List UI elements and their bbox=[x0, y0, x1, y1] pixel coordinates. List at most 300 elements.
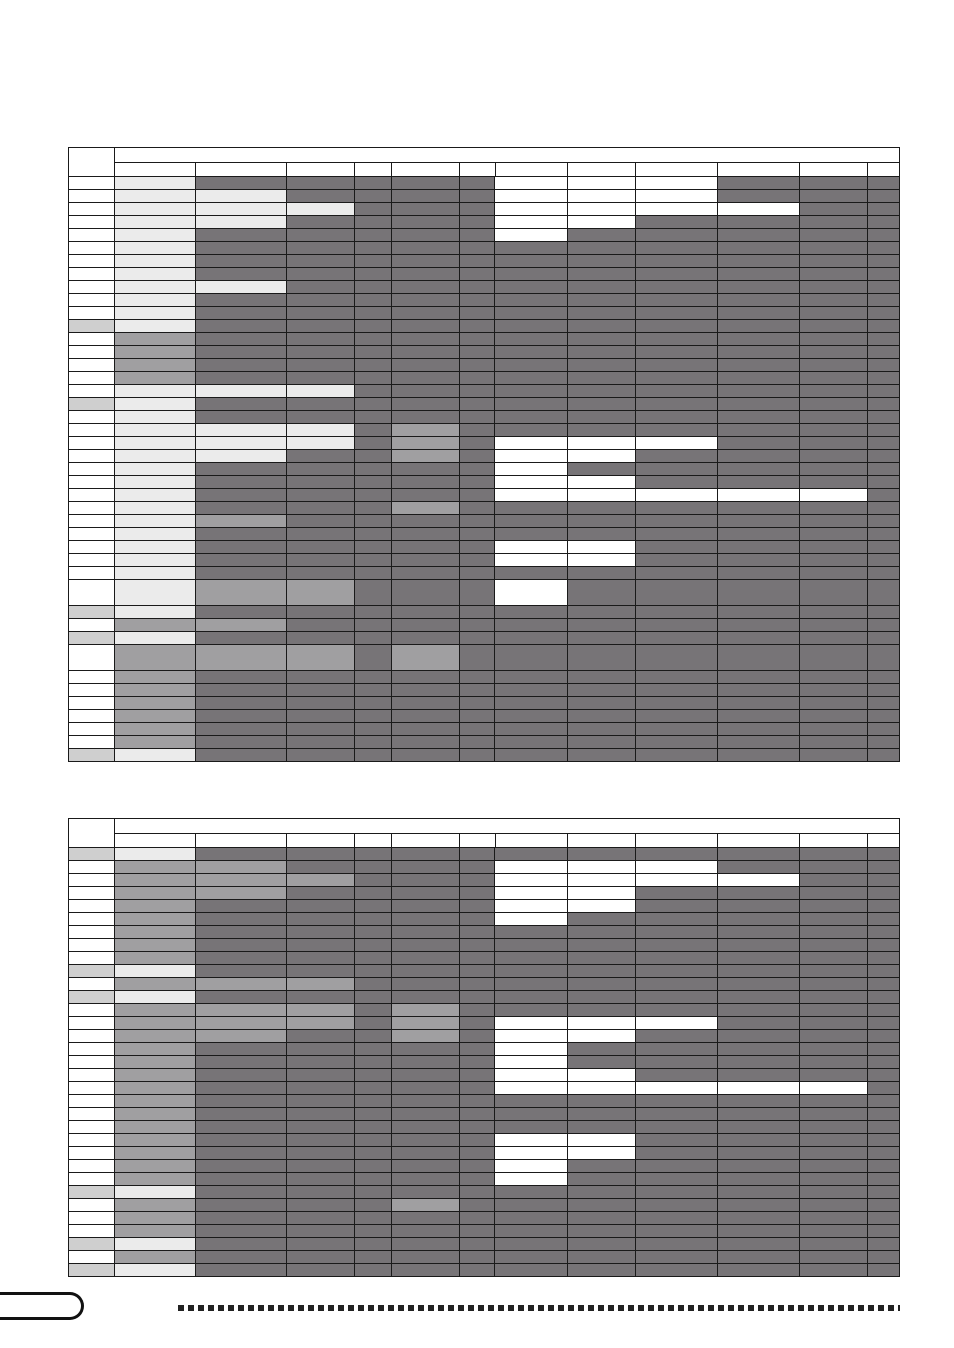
table-cell bbox=[718, 567, 800, 579]
table-cell bbox=[69, 848, 115, 860]
table-cell bbox=[392, 554, 460, 566]
table-cell bbox=[355, 294, 392, 306]
table-cell bbox=[495, 1134, 568, 1146]
table-cell bbox=[115, 528, 196, 540]
table-cell bbox=[392, 1030, 460, 1042]
table-cell bbox=[495, 1069, 568, 1081]
table-cell bbox=[355, 1186, 392, 1198]
table-cell bbox=[115, 1264, 196, 1276]
table-cell bbox=[460, 1264, 496, 1276]
table-cell bbox=[800, 229, 868, 241]
table-cell bbox=[69, 874, 115, 886]
table-cell bbox=[355, 216, 392, 228]
table-cell bbox=[800, 1030, 868, 1042]
table-cell bbox=[69, 749, 115, 761]
table-cell bbox=[355, 861, 392, 873]
table-cell bbox=[568, 1199, 636, 1211]
table-cell bbox=[115, 489, 196, 501]
table-cell bbox=[69, 723, 115, 735]
table-cell bbox=[868, 346, 899, 358]
table-cell bbox=[115, 697, 196, 709]
table-cell bbox=[868, 1069, 899, 1081]
table-cell bbox=[392, 385, 460, 397]
table-cell bbox=[460, 398, 496, 410]
table-cell bbox=[495, 177, 568, 189]
table-cell bbox=[568, 1173, 636, 1185]
table-cell bbox=[636, 515, 718, 527]
table-cell bbox=[115, 216, 196, 228]
table-cell bbox=[115, 1108, 196, 1120]
table-cell bbox=[636, 502, 718, 514]
table-cell bbox=[868, 372, 899, 384]
table-cell bbox=[495, 203, 568, 215]
table-cell bbox=[800, 1186, 868, 1198]
table-cell bbox=[636, 294, 718, 306]
header-span bbox=[115, 148, 899, 162]
table-cell bbox=[568, 1056, 636, 1068]
table-row bbox=[69, 886, 899, 899]
table-cell bbox=[568, 1043, 636, 1055]
table-cell bbox=[355, 1212, 392, 1224]
table-row bbox=[69, 1081, 899, 1094]
table-cell bbox=[69, 242, 115, 254]
table-cell bbox=[69, 385, 115, 397]
table-row bbox=[69, 618, 899, 631]
table-cell bbox=[868, 671, 899, 683]
table-cell bbox=[568, 939, 636, 951]
table-cell bbox=[355, 978, 392, 990]
table-cell bbox=[115, 978, 196, 990]
table-cell bbox=[392, 606, 460, 618]
table-cell bbox=[287, 307, 355, 319]
table-cell bbox=[69, 645, 115, 670]
table-cell bbox=[196, 502, 287, 514]
table-cell bbox=[460, 1056, 496, 1068]
table-cell bbox=[460, 697, 496, 709]
table-cell bbox=[568, 913, 636, 925]
table-row bbox=[69, 553, 899, 566]
table-row bbox=[69, 1159, 899, 1172]
table-cell bbox=[196, 965, 287, 977]
table-cell bbox=[287, 887, 355, 899]
table-cell bbox=[800, 177, 868, 189]
table-cell bbox=[196, 861, 287, 873]
table-cell bbox=[568, 385, 636, 397]
table-cell bbox=[287, 541, 355, 553]
header-cell bbox=[460, 163, 496, 176]
table-cell bbox=[287, 1043, 355, 1055]
table-cell bbox=[355, 723, 392, 735]
table-cell bbox=[460, 294, 496, 306]
table-cell bbox=[636, 1238, 718, 1250]
table-cell bbox=[800, 515, 868, 527]
table-cell bbox=[355, 887, 392, 899]
table-cell bbox=[115, 1173, 196, 1185]
table-cell bbox=[460, 281, 496, 293]
table-cell bbox=[460, 450, 496, 462]
table-cell bbox=[460, 502, 496, 514]
table-cell bbox=[568, 736, 636, 748]
table-cell bbox=[355, 307, 392, 319]
table-cell bbox=[718, 1134, 800, 1146]
table-cell bbox=[495, 320, 568, 332]
table-cell bbox=[392, 372, 460, 384]
table-cell bbox=[287, 203, 355, 215]
table-cell bbox=[800, 463, 868, 475]
table-row bbox=[69, 1068, 899, 1081]
table-cell bbox=[868, 939, 899, 951]
table-cell bbox=[718, 502, 800, 514]
table-cell bbox=[355, 991, 392, 1003]
table-cell bbox=[392, 489, 460, 501]
table-cell bbox=[800, 424, 868, 436]
table-cell bbox=[115, 671, 196, 683]
table-cell bbox=[868, 1004, 899, 1016]
table-cell bbox=[495, 684, 568, 696]
table-cell bbox=[69, 567, 115, 579]
table-cell bbox=[355, 437, 392, 449]
table-cell bbox=[868, 359, 899, 371]
table-row bbox=[69, 1146, 899, 1159]
table-cell bbox=[69, 671, 115, 683]
table-cell bbox=[868, 874, 899, 886]
table-cell bbox=[69, 320, 115, 332]
table-cell bbox=[460, 723, 496, 735]
table-row bbox=[69, 475, 899, 488]
table-row bbox=[69, 1237, 899, 1250]
table-cell bbox=[636, 736, 718, 748]
table-cell bbox=[800, 1147, 868, 1159]
table-row bbox=[69, 938, 899, 951]
table-cell bbox=[196, 359, 287, 371]
table-cell bbox=[392, 1212, 460, 1224]
table-cell bbox=[568, 437, 636, 449]
table-cell bbox=[636, 952, 718, 964]
table-cell bbox=[287, 1225, 355, 1237]
table-cell bbox=[868, 437, 899, 449]
table-cell bbox=[355, 1017, 392, 1029]
table-cell bbox=[196, 476, 287, 488]
table-cell bbox=[355, 848, 392, 860]
table-cell bbox=[392, 1082, 460, 1094]
table-cell bbox=[69, 489, 115, 501]
table-cell bbox=[718, 346, 800, 358]
table-row bbox=[69, 306, 899, 319]
table-cell bbox=[69, 450, 115, 462]
table-cell bbox=[460, 1095, 496, 1107]
table-cell bbox=[636, 307, 718, 319]
header-cell bbox=[196, 163, 287, 176]
table-row bbox=[69, 847, 899, 860]
table-cell bbox=[460, 1238, 496, 1250]
table-cell bbox=[636, 939, 718, 951]
table-cell bbox=[568, 1225, 636, 1237]
table-row bbox=[69, 501, 899, 514]
table-row bbox=[69, 579, 899, 605]
header-cell bbox=[355, 834, 392, 847]
table-cell bbox=[800, 359, 868, 371]
table-cell bbox=[495, 398, 568, 410]
table-cell bbox=[495, 645, 568, 670]
table-cell bbox=[636, 900, 718, 912]
table-cell bbox=[568, 710, 636, 722]
table-cell bbox=[636, 398, 718, 410]
table-cell bbox=[568, 476, 636, 488]
table-cell bbox=[718, 710, 800, 722]
table-cell bbox=[636, 991, 718, 1003]
table-cell bbox=[355, 1108, 392, 1120]
table-row bbox=[69, 410, 899, 423]
table-cell bbox=[868, 385, 899, 397]
table-cell bbox=[868, 515, 899, 527]
table-cell bbox=[636, 567, 718, 579]
table-cell bbox=[115, 554, 196, 566]
table-cell bbox=[69, 580, 115, 605]
table-cell bbox=[460, 541, 496, 553]
table-cell bbox=[287, 900, 355, 912]
table-cell bbox=[568, 346, 636, 358]
table-cell bbox=[287, 749, 355, 761]
table-cell bbox=[568, 874, 636, 886]
table-cell bbox=[636, 671, 718, 683]
table-cell bbox=[460, 874, 496, 886]
header-cell bbox=[287, 163, 355, 176]
table-cell bbox=[355, 1069, 392, 1081]
table-cell bbox=[287, 645, 355, 670]
table-cell bbox=[287, 606, 355, 618]
header-cell bbox=[196, 834, 287, 847]
table-cell bbox=[392, 216, 460, 228]
table-cell bbox=[568, 749, 636, 761]
table-cell bbox=[355, 372, 392, 384]
table-cell bbox=[495, 619, 568, 631]
table-cell bbox=[868, 1121, 899, 1133]
table-cell bbox=[718, 1173, 800, 1185]
table-cell bbox=[718, 1186, 800, 1198]
table-cell bbox=[636, 554, 718, 566]
table-cell bbox=[718, 255, 800, 267]
table-cell bbox=[355, 268, 392, 280]
table-cell bbox=[868, 1082, 899, 1094]
table-cell bbox=[287, 580, 355, 605]
table-header bbox=[69, 148, 899, 176]
table-cell bbox=[568, 1108, 636, 1120]
table-cell bbox=[718, 1095, 800, 1107]
table-cell bbox=[636, 450, 718, 462]
table-cell bbox=[495, 385, 568, 397]
table-cell bbox=[800, 489, 868, 501]
table-cell bbox=[568, 619, 636, 631]
table-cell bbox=[392, 710, 460, 722]
table-cell bbox=[460, 632, 496, 644]
table-cell bbox=[636, 333, 718, 345]
table-row bbox=[69, 176, 899, 189]
table-cell bbox=[69, 554, 115, 566]
table-cell bbox=[460, 203, 496, 215]
table-cell bbox=[868, 229, 899, 241]
table-cell bbox=[718, 554, 800, 566]
table-cell bbox=[636, 190, 718, 202]
table-cell bbox=[196, 307, 287, 319]
table-cell bbox=[718, 736, 800, 748]
table-cell bbox=[392, 1108, 460, 1120]
table-cell bbox=[196, 346, 287, 358]
table-row bbox=[69, 488, 899, 501]
table-cell bbox=[495, 294, 568, 306]
table-cell bbox=[868, 1264, 899, 1276]
table-cell bbox=[460, 1069, 496, 1081]
table-cell bbox=[196, 926, 287, 938]
table-cell bbox=[495, 1199, 568, 1211]
table-cell bbox=[495, 926, 568, 938]
table-cell bbox=[392, 424, 460, 436]
table-cell bbox=[460, 1225, 496, 1237]
table-row bbox=[69, 514, 899, 527]
table-cell bbox=[115, 1082, 196, 1094]
table-cell bbox=[636, 749, 718, 761]
table-cell bbox=[355, 697, 392, 709]
table-cell bbox=[800, 606, 868, 618]
table-cell bbox=[355, 554, 392, 566]
table-cell bbox=[800, 939, 868, 951]
table-row bbox=[69, 860, 899, 873]
table-cell bbox=[287, 437, 355, 449]
table-cell bbox=[392, 848, 460, 860]
table-cell bbox=[800, 926, 868, 938]
table-cell bbox=[69, 528, 115, 540]
table-cell bbox=[868, 1251, 899, 1263]
table-cell bbox=[115, 515, 196, 527]
table-cell bbox=[392, 1173, 460, 1185]
header-cell bbox=[800, 834, 868, 847]
table-cell bbox=[868, 554, 899, 566]
table-cell bbox=[392, 229, 460, 241]
table-cell bbox=[636, 320, 718, 332]
table-cell bbox=[636, 645, 718, 670]
table-cell bbox=[355, 242, 392, 254]
table-cell bbox=[718, 952, 800, 964]
table-cell bbox=[287, 242, 355, 254]
table-cell bbox=[196, 372, 287, 384]
table-cell bbox=[115, 1212, 196, 1224]
table-cell bbox=[800, 450, 868, 462]
table-cell bbox=[718, 684, 800, 696]
table-cell bbox=[460, 1147, 496, 1159]
table-cell bbox=[868, 1030, 899, 1042]
table-cell bbox=[800, 1134, 868, 1146]
table-cell bbox=[636, 965, 718, 977]
table-cell bbox=[460, 567, 496, 579]
header-cell bbox=[636, 163, 718, 176]
table-cell bbox=[287, 1108, 355, 1120]
table-cell bbox=[392, 177, 460, 189]
table-cell bbox=[636, 1147, 718, 1159]
table-cell bbox=[495, 463, 568, 475]
table-cell bbox=[495, 1121, 568, 1133]
table-cell bbox=[495, 515, 568, 527]
table-cell bbox=[718, 900, 800, 912]
table-cell bbox=[800, 385, 868, 397]
table-cell bbox=[115, 307, 196, 319]
table-cell bbox=[718, 1147, 800, 1159]
table-row bbox=[69, 1016, 899, 1029]
table-cell bbox=[568, 528, 636, 540]
table-cell bbox=[868, 242, 899, 254]
table-cell bbox=[495, 580, 568, 605]
table-cell bbox=[636, 580, 718, 605]
table-cell bbox=[115, 541, 196, 553]
table-cell bbox=[69, 697, 115, 709]
table-cell bbox=[355, 320, 392, 332]
table-cell bbox=[868, 268, 899, 280]
table-cell bbox=[568, 1212, 636, 1224]
table-cell bbox=[196, 294, 287, 306]
table-row bbox=[69, 371, 899, 384]
table-cell bbox=[800, 255, 868, 267]
table-cell bbox=[718, 1212, 800, 1224]
table-cell bbox=[868, 736, 899, 748]
table-row bbox=[69, 280, 899, 293]
table-cell bbox=[460, 684, 496, 696]
table-cell bbox=[868, 203, 899, 215]
table-cell bbox=[495, 372, 568, 384]
table-cell bbox=[392, 926, 460, 938]
table-cell bbox=[69, 619, 115, 631]
table-cell bbox=[287, 1134, 355, 1146]
table-cell bbox=[115, 346, 196, 358]
table-cell bbox=[287, 1030, 355, 1042]
table-cell bbox=[69, 1212, 115, 1224]
table-cell bbox=[718, 177, 800, 189]
table-cell bbox=[868, 1017, 899, 1029]
table-cell bbox=[392, 723, 460, 735]
table-cell bbox=[718, 887, 800, 899]
table-cell bbox=[868, 1225, 899, 1237]
table-cell bbox=[355, 926, 392, 938]
table-row bbox=[69, 449, 899, 462]
table-cell bbox=[868, 1095, 899, 1107]
table-cell bbox=[196, 580, 287, 605]
table-cell bbox=[392, 320, 460, 332]
table-cell bbox=[718, 424, 800, 436]
table-row bbox=[69, 696, 899, 709]
table-cell bbox=[868, 645, 899, 670]
table-cell bbox=[568, 307, 636, 319]
table-cell bbox=[287, 619, 355, 631]
table-cell bbox=[718, 913, 800, 925]
table-cell bbox=[495, 632, 568, 644]
table-cell bbox=[636, 476, 718, 488]
table-cell bbox=[196, 736, 287, 748]
table-cell bbox=[568, 952, 636, 964]
table-cell bbox=[355, 1082, 392, 1094]
table-cell bbox=[355, 671, 392, 683]
table-body bbox=[69, 847, 899, 1276]
table-cell bbox=[69, 965, 115, 977]
table-cell bbox=[355, 567, 392, 579]
table-cell bbox=[718, 1043, 800, 1055]
table-cell bbox=[568, 320, 636, 332]
table-cell bbox=[392, 684, 460, 696]
table-cell bbox=[800, 502, 868, 514]
table-cell bbox=[196, 978, 287, 990]
table-cell bbox=[196, 1043, 287, 1055]
table-cell bbox=[115, 1121, 196, 1133]
table-cell bbox=[287, 952, 355, 964]
header-span bbox=[115, 819, 899, 833]
table-cell bbox=[460, 606, 496, 618]
table-cell bbox=[287, 1082, 355, 1094]
